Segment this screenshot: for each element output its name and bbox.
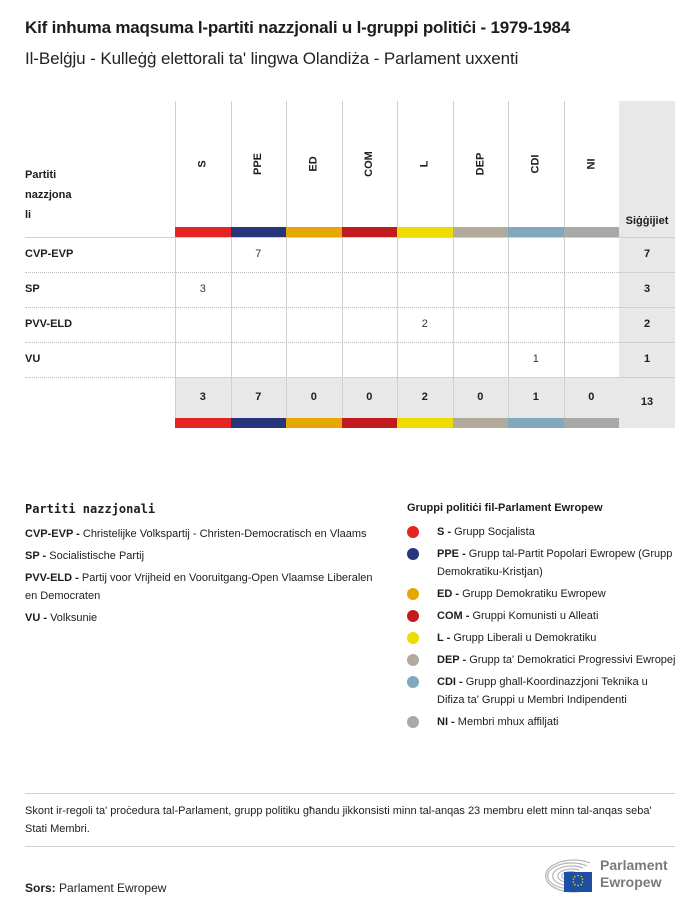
row-label-pvv-eld: PVV-ELD [25, 318, 73, 330]
table-cell: 1 [532, 353, 539, 365]
color-bar-com [342, 418, 398, 428]
total-cdi: 1 [532, 391, 539, 403]
table-cell: 7 [255, 248, 262, 260]
color-bar-ni [564, 418, 620, 428]
color-bar-ppe [231, 418, 287, 428]
color-dot-icon [407, 632, 419, 644]
footnote: Skont ir-regoli ta' proċedura tal-Parlament, grupp politiku għandu jikkonsisti minn tal-anqas 23 membru elett minn tal-anqas seba' Stati Membri. [25, 805, 652, 835]
legend-title: Gruppi politiċi fil-Parlament Ewropew [407, 502, 603, 514]
legend-code: DEP - [437, 654, 467, 666]
logo-line: Ewropew [600, 874, 662, 890]
column-header-dep [453, 101, 509, 227]
legend-text: Partij voor Vrijheid en Vooruitgang-Open Vlaamse Liberalen en Democraten [25, 572, 373, 602]
color-dot-icon [407, 588, 419, 600]
divider [25, 793, 675, 794]
national-parties-legend [25, 502, 375, 631]
column-header-ed [286, 101, 342, 227]
row-label-sp: SP [25, 283, 40, 295]
row-divider [25, 377, 619, 378]
row-seats: 7 [643, 248, 651, 260]
legend-item [25, 609, 375, 627]
color-bar-l [397, 227, 453, 237]
legend-item [25, 525, 375, 543]
legend-text: Gruppi Komunisti u Alleati [472, 610, 599, 622]
legend-item [407, 651, 677, 669]
column-header-ppe [231, 101, 287, 227]
color-bar-ni [564, 227, 620, 237]
color-dot-icon [407, 610, 419, 622]
column-header-label: CDI [529, 154, 542, 174]
total-ni: 0 [588, 391, 595, 403]
legend-code: CDI - [437, 676, 463, 688]
legend-text: Grupp tal-Partit Popolari Ewropew (Grupp Demokratiku-Kristjan) [437, 548, 673, 578]
legend-item [407, 713, 677, 731]
legend-text: Grupp Liberali u Demokratiku [453, 632, 597, 644]
legend-code: SP - [25, 550, 47, 562]
row-header-label [25, 165, 85, 225]
column-header-l [397, 101, 453, 227]
seats-column-background [619, 101, 675, 428]
legend-item [407, 629, 677, 647]
color-bar-s [175, 227, 231, 237]
total-s: 3 [199, 391, 206, 403]
column-header-label: L [418, 160, 431, 168]
legend-text: Grupp ghall-Koordinazzjoni Teknika u Difiza ta' Gruppi u Membri Indipendenti [437, 676, 648, 706]
legend-code: PPE - [437, 548, 466, 560]
column-header-label: DEP [474, 152, 487, 176]
legend-text: Christelijke Volkspartij - Christen-Democratisch en Vlaams [82, 528, 367, 540]
column-header-label: ED [307, 156, 320, 172]
total-ed: 0 [310, 391, 317, 403]
logo-text [600, 857, 668, 891]
color-bar-ed [286, 418, 342, 428]
column-header-label: S [196, 160, 209, 168]
color-dot-icon [407, 676, 419, 688]
table-cell: 3 [199, 283, 206, 295]
legend-text: Grupp Demokratiku Ewropew [462, 588, 606, 600]
color-dot-icon [407, 526, 419, 538]
legend-text: Grupp Socjalista [454, 526, 535, 538]
color-bar-cdi [508, 227, 564, 237]
color-dot-icon [407, 548, 419, 560]
column-header-label: NI [585, 158, 598, 170]
row-seats: 1 [643, 353, 651, 365]
row-seats: 2 [643, 318, 651, 330]
legend-text: Grupp ta' Demokratici Progressivi Ewropej [469, 654, 676, 666]
color-bar-dep [453, 418, 509, 428]
hemicycle-icon [530, 855, 594, 895]
color-bar-ed [286, 227, 342, 237]
chart-subtitle: Il-Belġju - Kulleġġ elettorali ta' lingwa Olandiża - Parlament uxxenti [25, 49, 519, 68]
row-header-line: Partiti [25, 169, 57, 181]
legend-item [407, 585, 677, 603]
grand-total: 13 [640, 396, 654, 408]
color-bar-com [342, 227, 398, 237]
row-divider [25, 307, 619, 308]
legend-text: Socialistische Partij [49, 550, 145, 562]
chart-title: Kif inhuma maqsuma l-partiti nazzjonali u l-gruppi politiċi - 1979-1984 [25, 18, 570, 37]
color-bar-s [175, 418, 231, 428]
color-bar-l [397, 418, 453, 428]
legend-item [407, 673, 677, 709]
row-header-line: nazzjona [25, 189, 72, 201]
legend-code: NI - [437, 716, 455, 728]
legend-code: S - [437, 526, 452, 538]
legend-code: L - [437, 632, 451, 644]
row-divider [25, 342, 619, 343]
legend-item [407, 545, 677, 581]
color-dot-icon [407, 654, 419, 666]
political-groups-legend [407, 502, 677, 735]
legend-item [407, 607, 677, 625]
legend-title: Partiti nazzjonali [25, 502, 156, 516]
legend-code: CVP-EVP - [25, 528, 80, 540]
row-divider [619, 377, 675, 378]
row-divider [619, 307, 675, 308]
legend-code: PVV-ELD - [25, 572, 79, 584]
row-header-line: li [25, 209, 32, 221]
legend-code: ED - [437, 588, 459, 600]
source-value: Parlament Ewropew [59, 881, 167, 895]
legend-code: VU - [25, 612, 47, 624]
color-bar-ppe [231, 227, 287, 237]
total-com: 0 [366, 391, 373, 403]
color-bar-cdi [508, 418, 564, 428]
legend-code: COM - [437, 610, 470, 622]
color-dot-icon [407, 716, 419, 728]
legend-item [25, 569, 375, 605]
total-l: 2 [421, 391, 428, 403]
row-divider [619, 272, 675, 273]
column-header-label: PPE [252, 152, 265, 176]
legend-item [25, 547, 375, 565]
seats-header: Siġġijiet [625, 215, 669, 227]
row-seats: 3 [643, 283, 651, 295]
european-parliament-logo [530, 855, 680, 895]
row-label-cvp-evp: CVP-EVP [25, 248, 74, 260]
header-divider [25, 237, 675, 238]
color-bar-dep [453, 227, 509, 237]
logo-line: Parlament [600, 857, 668, 873]
legend-text: Membri mhux affiljati [457, 716, 559, 728]
column-header-cdi [508, 101, 564, 227]
total-dep: 0 [477, 391, 484, 403]
source-line [25, 881, 166, 895]
table-cell: 2 [421, 318, 428, 330]
column-header-com [342, 101, 398, 227]
source-label: Sors: [25, 881, 56, 895]
legend-item [407, 523, 677, 541]
row-divider [25, 272, 619, 273]
divider [25, 846, 675, 847]
total-ppe: 7 [255, 391, 262, 403]
column-header-s [175, 101, 231, 227]
row-label-vu: VU [25, 353, 41, 365]
legend-text: Volksunie [50, 612, 98, 624]
column-header-label: COM [363, 151, 376, 177]
column-header-ni [564, 101, 620, 227]
row-divider [619, 342, 675, 343]
